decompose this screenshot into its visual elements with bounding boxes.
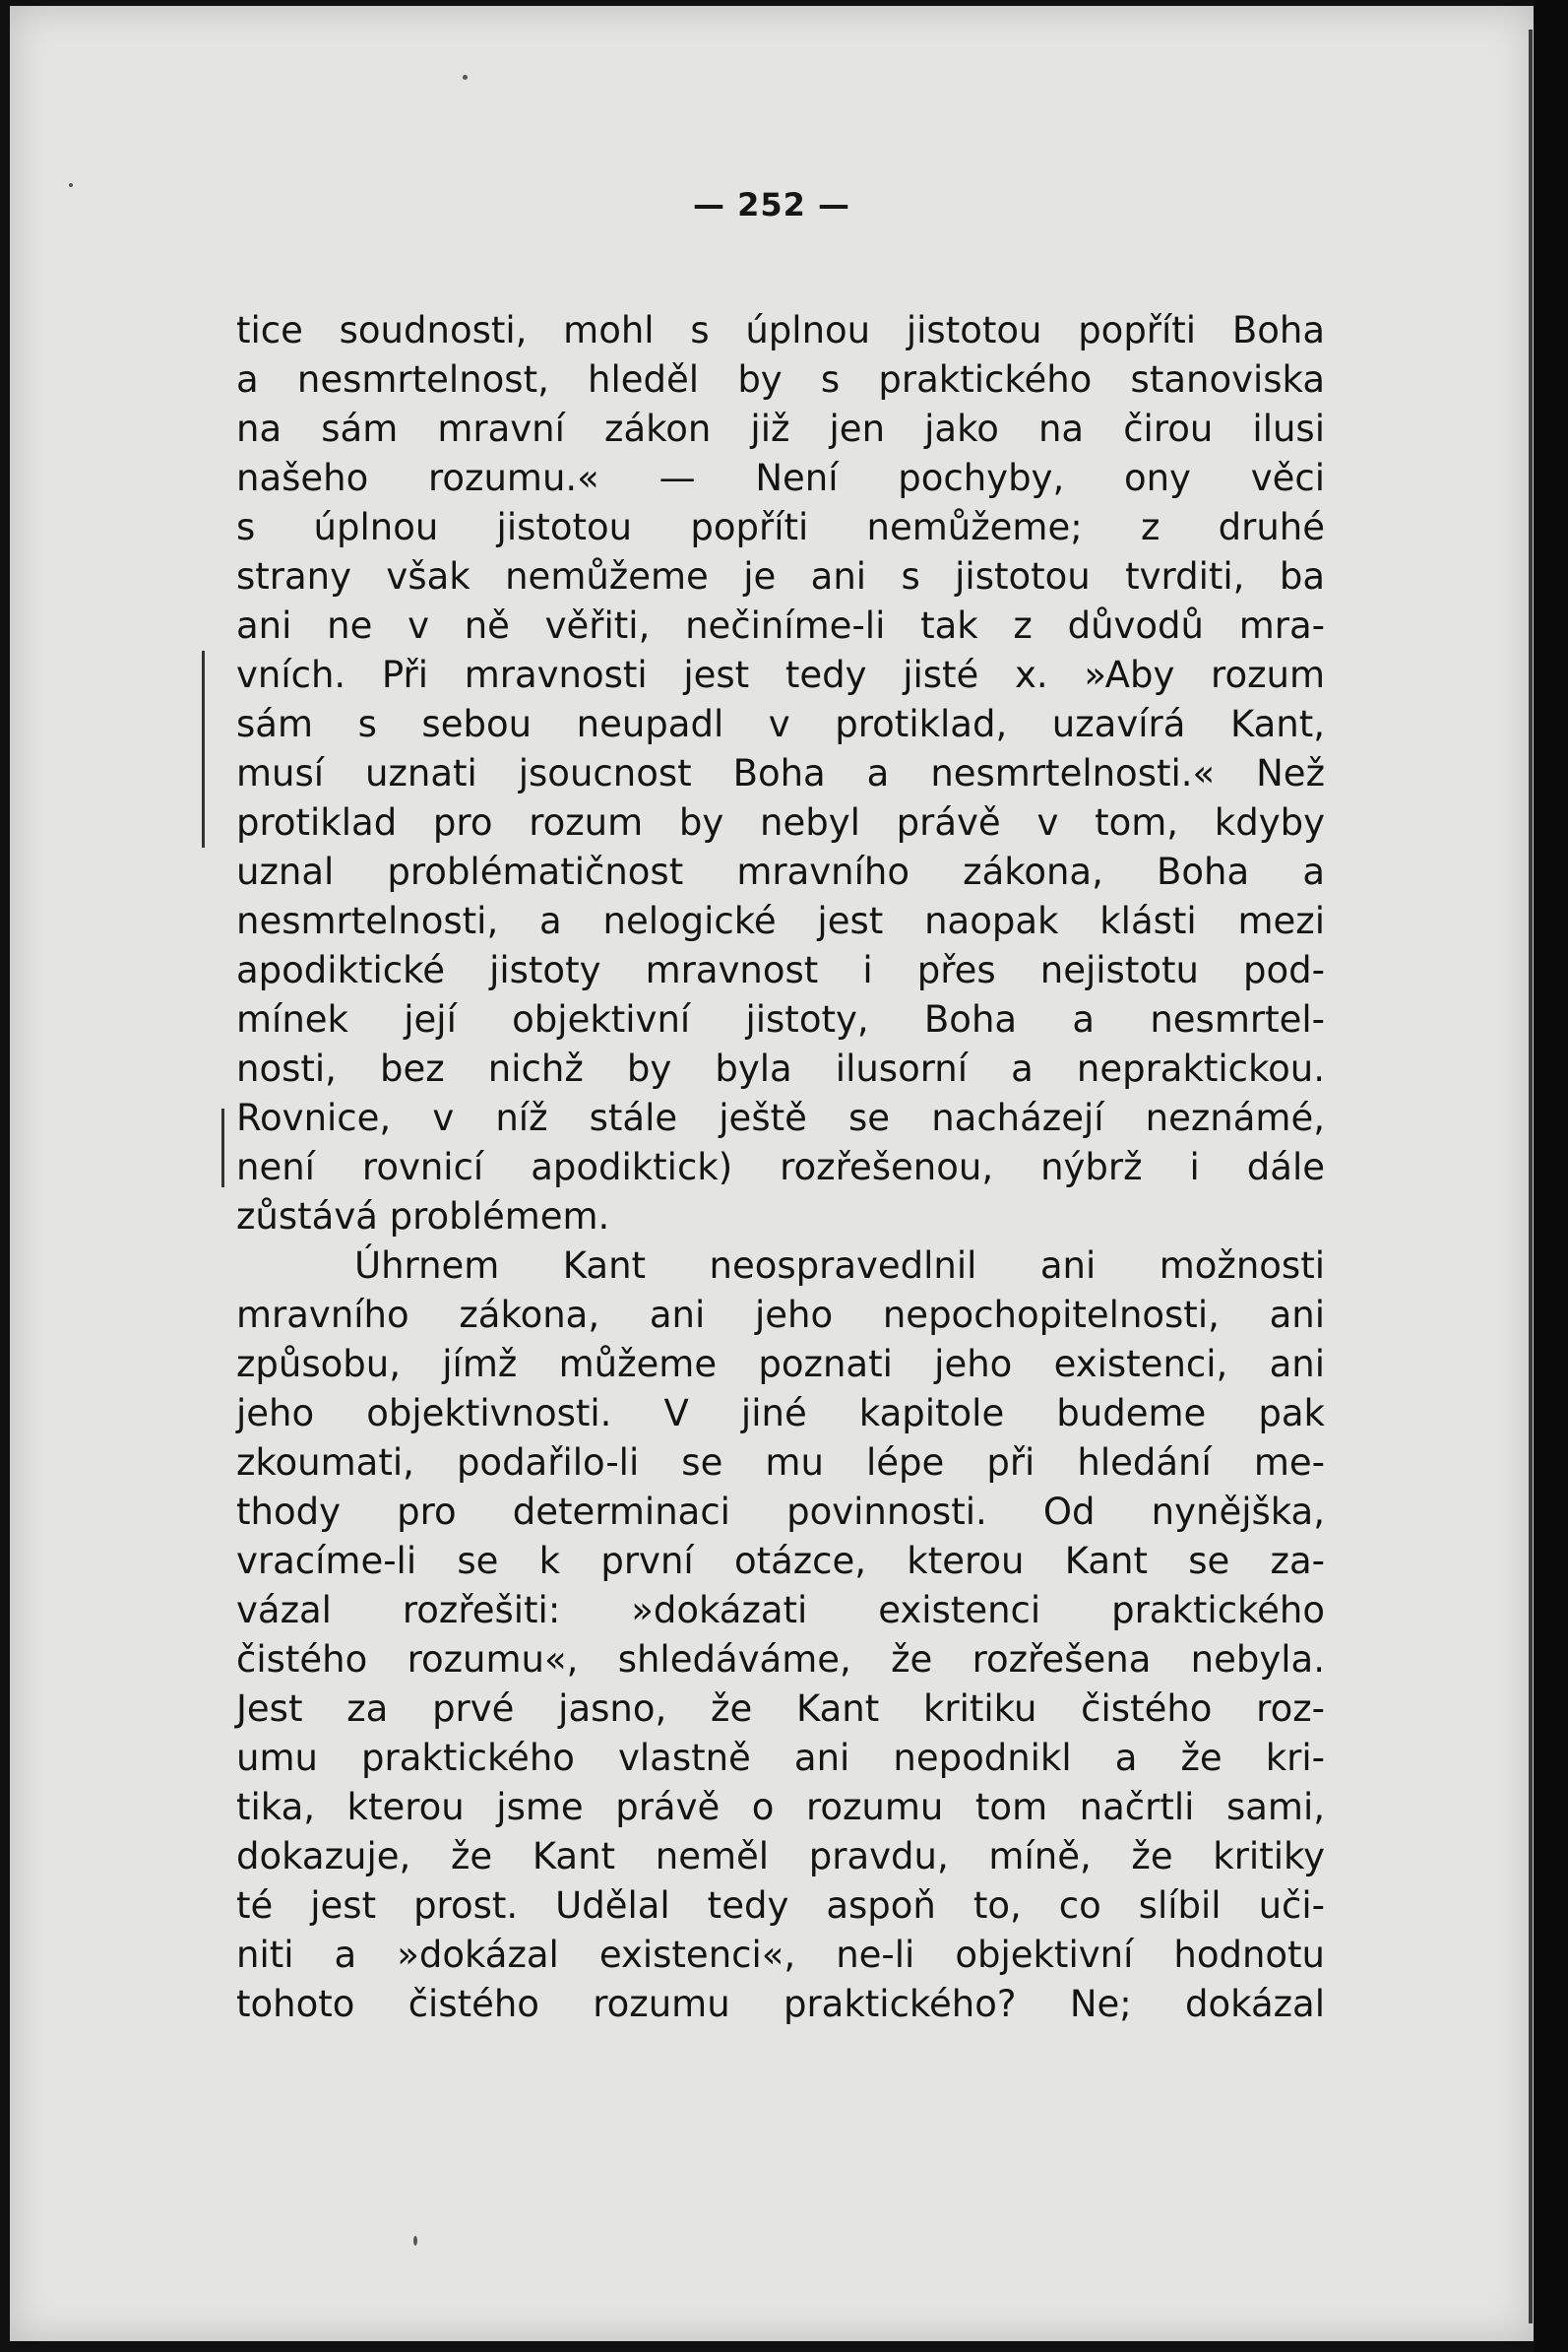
- text-line: niti a »dokázal existenci«, ne-li objektivní hodnotu: [236, 1934, 1325, 1976]
- text-line: Jest za prvé jasno, že Kant kritiku čistého roz-: [236, 1687, 1325, 1730]
- text-line: musí uznati jsoucnost Boha a nesmrtelnosti.« Než: [236, 752, 1325, 795]
- text-line: uznal problématičnost mravního zákona, Boha a: [236, 851, 1325, 893]
- text-line: ani ne v ně věřiti, nečiníme-li tak z důvodů mra-: [236, 604, 1325, 647]
- text-line: té jest prost. Udělal tedy aspoň to, co slíbil uči-: [236, 1884, 1325, 1927]
- text-line: nesmrtelnosti, a nelogické jest naopak klásti mezi: [236, 900, 1325, 942]
- paragraph-start-line: Úhrnem Kant neospravedlnil ani možnosti: [354, 1244, 1325, 1287]
- text-line: vních. Při mravnosti jest tedy jisté x. »Aby rozum: [236, 654, 1325, 696]
- text-line: vázal rozřešiti: »dokázati existenci praktického: [236, 1589, 1325, 1631]
- text-line: protiklad pro rozum by nebyl právě v tom, kdyby: [236, 801, 1325, 844]
- text-line: apodiktické jistoty mravnost i přes nejistotu pod-: [236, 949, 1325, 991]
- margin-pencil-mark: [221, 1109, 224, 1187]
- text-line: na sám mravní zákon již jen jako na čirou ilusi: [236, 408, 1325, 450]
- text-line: s úplnou jistotou popříti nemůžeme; z druhé: [236, 506, 1325, 548]
- text-line: mravního zákona, ani jeho nepochopitelnosti, ani: [236, 1294, 1325, 1336]
- text-line: sám s sebou neupadl v protiklad, uzavírá Kant,: [236, 703, 1325, 745]
- margin-pencil-mark: [202, 651, 205, 848]
- page-speck: [463, 75, 468, 80]
- text-line: čistého rozumu«, shledáváme, že rozřešena nebyla.: [236, 1638, 1325, 1681]
- text-line: strany však nemůžeme je ani s jistotou tvrditi, ba: [236, 555, 1325, 598]
- text-line: a nesmrtelnost, hleděl by s praktického stanoviska: [236, 358, 1325, 401]
- text-line: Rovnice, v níž stále ještě se nacházejí neznámé,: [236, 1097, 1325, 1139]
- text-line: zkoumati, podařilo-li se mu lépe při hledání me-: [236, 1441, 1325, 1484]
- text-line: thody pro determinaci povinnosti. Od nynějška,: [236, 1491, 1325, 1533]
- text-line: dokazuje, že Kant neměl pravdu, míně, že kritiky: [236, 1835, 1325, 1877]
- text-line: není rovnicí apodiktick) rozřešenou, nýbrž i dále: [236, 1146, 1325, 1188]
- page-number: — 252 —: [692, 186, 851, 223]
- text-line: našeho rozumu.« — Není pochyby, ony věci: [236, 457, 1325, 499]
- book-page: [10, 6, 1534, 2341]
- body-text: [236, 306, 1325, 2029]
- text-line: tice soudnosti, mohl s úplnou jistotou popříti Boha: [236, 309, 1325, 351]
- text-line: mínek její objektivní jistoty, Boha a nesmrtel-: [236, 998, 1325, 1041]
- page-speck: [69, 183, 73, 187]
- book-spine-shadow: [1534, 0, 1568, 2352]
- text-line: umu praktického vlastně ani nepodnikl a že kri-: [236, 1737, 1325, 1779]
- text-line: způsobu, jímž můžeme poznati jeho existenci, ani: [236, 1343, 1325, 1385]
- text-line: vracíme-li se k první otázce, kterou Kant se za-: [236, 1540, 1325, 1582]
- text-line: tohoto čistého rozumu praktického? Ne; dokázal: [236, 1983, 1325, 2025]
- page-speck: [413, 2236, 417, 2246]
- page-edge-line: [1529, 30, 1533, 2323]
- text-line: nosti, bez nichž by byla ilusorní a nepraktickou.: [236, 1048, 1325, 1090]
- paragraph-end-line: zůstává problémem.: [236, 1195, 610, 1238]
- text-line: jeho objektivnosti. V jiné kapitole budeme pak: [236, 1392, 1325, 1434]
- text-line: tika, kterou jsme právě o rozumu tom načrtli sami,: [236, 1786, 1325, 1828]
